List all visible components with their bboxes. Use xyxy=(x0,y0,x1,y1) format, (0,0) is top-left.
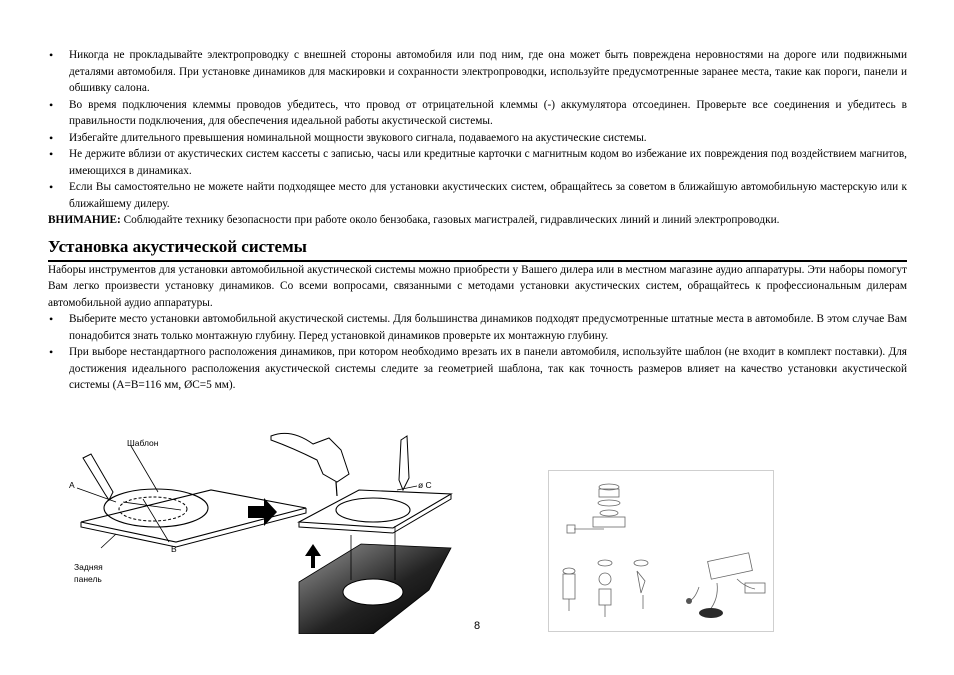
label-diameter-c: ø C xyxy=(418,480,432,490)
drill-icon xyxy=(271,433,349,482)
terminal-block xyxy=(745,583,765,593)
drill-bit xyxy=(336,482,337,496)
section-heading: Установка акустической системы xyxy=(48,235,907,262)
arrow-up-icon xyxy=(305,544,321,568)
attention-label: ВНИМАНИЕ: xyxy=(48,214,121,226)
installation-list xyxy=(48,311,907,394)
label-back-panel-2: панель xyxy=(74,574,102,584)
small-part-1 xyxy=(563,568,575,574)
attention-text: Соблюдайте технику безопасности при работе около бензобака, газовых магистралей, гидравлических линий и линий электропроводки. xyxy=(120,214,780,226)
tweeter-base xyxy=(593,517,625,527)
label-template: Шаблон xyxy=(127,438,159,448)
list-item: • Никогда не прокладывайте электропроводку с внешней стороны автомобиля или под ним, где она может быть повреждена неровностями на дороге или подвижными деталями автомобиля. При установке динамиков для маскировки и сохранности электропроводки, используйте предусмотренные заранее места, такие как пороги, панели и обшивку салона. xyxy=(48,47,907,97)
tweeter-mount xyxy=(600,510,618,516)
list-item: • Если Вы самостоятельно не можете найти подходящее место для установки акустических систем, обращайтесь за советом в ближайшую автомобильную мастерскую или к ближайшему дилеру. xyxy=(48,179,907,212)
leader-diameter xyxy=(397,486,417,490)
installation-illustration xyxy=(61,430,453,634)
speaker-plug xyxy=(699,608,723,618)
list-item: • Не держите вблизи от акустических систем кассеты с записью, часы или кредитные карточки с магнитным кодом во избежание их повреждения под воздействием магнитов, имеющихся в динамиках. xyxy=(48,146,907,179)
label-back-panel-1: Задняя xyxy=(74,562,103,572)
list-item: • Избегайте длительного превышения номинальной мощности звукового сигнала, подаваемого на акустические системы. xyxy=(48,130,907,147)
label-b: B xyxy=(171,544,177,554)
connector-box xyxy=(567,525,575,533)
section-intro: Наборы инструментов для установки автомобильной акустической системы можно приобрести у Вашего дилера или в местном магазине аудио аппаратуры. Эти наборы помогут Вам легко произвести установку динамиков. Со всеми вопросами, связанными с методами установки акустических систем, обращайтесь к профессиональным дилерам автомобильной аудио аппаратуры. xyxy=(48,263,907,309)
small-part-3-body xyxy=(637,571,645,593)
crossover-wire-3 xyxy=(737,579,755,589)
small-part-2-body xyxy=(599,573,611,585)
tweeter-ring xyxy=(598,500,620,506)
leader-panel xyxy=(101,534,116,548)
small-part-2-base xyxy=(599,589,611,605)
attention-paragraph xyxy=(48,212,907,229)
warnings-list xyxy=(48,47,907,212)
knife-icon xyxy=(399,436,409,490)
page-number: 8 xyxy=(473,620,481,632)
small-part-2 xyxy=(598,560,612,566)
small-part-3 xyxy=(634,560,648,566)
page-content xyxy=(48,47,907,394)
crossover-box xyxy=(708,553,753,579)
speaker-components-illustration xyxy=(548,470,774,632)
list-item: • При выборе нестандартного расположения динамиков, при котором необходимо врезать их в панели автомобиля, используйте шаблон (не входит в комплект поставки). Для достижения идеального расположения акустической системы следите за геометрией шаблона, так как точность размеров влияет на качество установки акустической системы (A=B=116 мм, ØC=5 мм). xyxy=(48,344,907,394)
pencil-icon xyxy=(83,454,113,500)
wire-end xyxy=(686,598,692,604)
panel-opening xyxy=(343,579,403,605)
label-a: A xyxy=(69,480,75,490)
list-item: • Во время подключения клеммы проводов убедитесь, что провод от отрицательной клеммы (-) аккумулятора отсоединен. Проверьте все соединения и убедитесь в правильности подключения, для обеспечения идеальной работы акустической системы. xyxy=(48,97,907,130)
cut-hole xyxy=(336,498,410,522)
small-part-1-body xyxy=(563,574,575,599)
crossover-wire-2 xyxy=(709,583,717,611)
leader-template xyxy=(131,446,158,492)
list-item: • Выберите место установки автомобильной акустической системы. Для большинства динамиков подходят предусмотренные штатные места в автомобиле. В этом случае Вам понадобится знать только монтажную глубину. Перед установкой динамиков проверьте их монтажную глубину. xyxy=(48,311,907,344)
